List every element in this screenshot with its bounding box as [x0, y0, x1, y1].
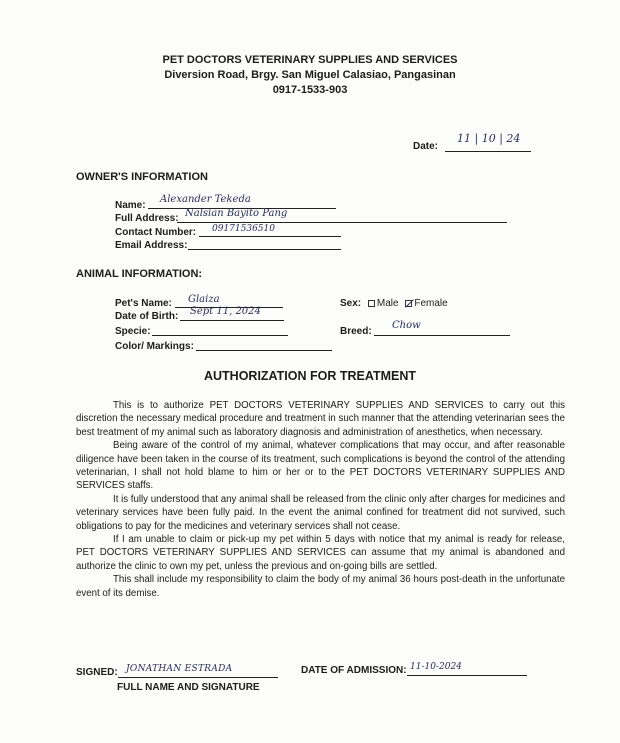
owner-contact-label: Contact Number: — [115, 227, 197, 238]
authorization-paragraph: If I am unable to claim or pick-up my pet within 5 days with notice that my animal is ready for release, PET DOCTORS VETERINARY SUPPLIES AND SERVICES can assume that my animal is abandoned and authorize the clinic to own my pet, unless the previous and on-going bills are settled. — [76, 534, 565, 572]
signature-line — [118, 677, 278, 678]
admission-date-value: 11-10-2024 — [410, 662, 462, 672]
male-option-label: Male — [376, 298, 399, 309]
dob-label: Date of Birth: — [115, 311, 179, 322]
pet-name-value: Glaiza — [188, 294, 220, 305]
owner-email-line — [188, 249, 341, 250]
female-checkbox[interactable] — [405, 300, 412, 307]
business-name: PET DOCTORS VETERINARY SUPPLIES AND SERVICES — [162, 54, 458, 66]
pet-name-label: Pet's Name: — [115, 298, 172, 309]
owner-address-label: Full Address: — [115, 213, 179, 224]
admission-date-label: DATE OF ADMISSION: — [301, 665, 407, 676]
authorization-title: AUTHORIZATION FOR TREATMENT — [203, 369, 416, 383]
authorization-paragraph: Being aware of the control of my animal, whatever complications that may occur, and after reasonable diligence have been taken in the course of its treatment, such complications is beyond the control of the attending veterinarian, I shall not hold blame to him or her or to the PET DOCTORS VETERINARY SUPPLIES AND SERVICES staffs. — [76, 440, 565, 492]
owner-address-value: Nalsian Bayito Pang — [185, 208, 288, 219]
date-label: Date: — [413, 141, 439, 152]
authorization-paragraph: This is to authorize PET DOCTORS VETERINARY SUPPLIES AND SERVICES to carry out this discretion the necessary medical procedure and treatment in such manner that the attending veterinarian sees the best treatment of my animal such as laboratory diagnosis and administration of anesthetics, when necessary. — [76, 400, 565, 438]
color-label: Color/ Markings: — [115, 341, 194, 352]
dob-line — [180, 320, 284, 321]
sex-field — [340, 298, 448, 309]
female-option-label: Female — [414, 298, 448, 309]
breed-line — [374, 335, 510, 336]
authorization-paragraph: This shall include my responsibility to claim the body of my animal 36 hours post-death in the unfortunate event of its demise. — [76, 574, 565, 599]
male-checkbox[interactable] — [368, 300, 375, 307]
breed-value: Chow — [392, 320, 421, 331]
admission-date-line — [407, 675, 527, 676]
business-phone: 0917-1533-903 — [272, 84, 348, 96]
signed-value: JONATHAN ESTRADA — [126, 664, 233, 674]
animal-section-title: ANIMAL INFORMATION: — [76, 268, 203, 280]
owner-name-value: Alexander Tekeda — [160, 194, 251, 205]
authorization-body — [76, 399, 565, 600]
dob-value: Sept 11, 2024 — [190, 306, 261, 317]
specie-label: Specie: — [115, 326, 151, 337]
full-name-signature-label: FULL NAME AND SIGNATURE — [117, 682, 260, 693]
specie-line — [152, 335, 288, 336]
date-value: 11 | 10 | 24 — [457, 132, 521, 145]
authorization-paragraph: It is fully understood that any animal shall be released from the clinic only after charges for medicines and veterinary services have been fully paid. In the event the animal confined for treatment did not survived, such obligations to pay for the medicines and veterinary services shall not cease. — [76, 493, 565, 532]
business-address: Diversion Road, Brgy. San Miguel Calasiao, Pangasinan — [164, 69, 456, 81]
signed-label: SIGNED: — [76, 667, 118, 678]
color-line — [196, 350, 332, 351]
owner-contact-line — [199, 236, 341, 237]
date-field — [413, 128, 531, 154]
date-line — [445, 151, 531, 152]
owner-section-title: OWNER'S INFORMATION — [76, 171, 208, 183]
sex-label: Sex: — [340, 298, 362, 309]
breed-label: Breed: — [340, 326, 372, 337]
owner-name-label: Name: — [115, 200, 146, 211]
owner-contact-value: 09171536510 — [212, 224, 275, 234]
owner-email-label: Email Address: — [115, 240, 188, 251]
owner-address-line — [177, 222, 507, 223]
